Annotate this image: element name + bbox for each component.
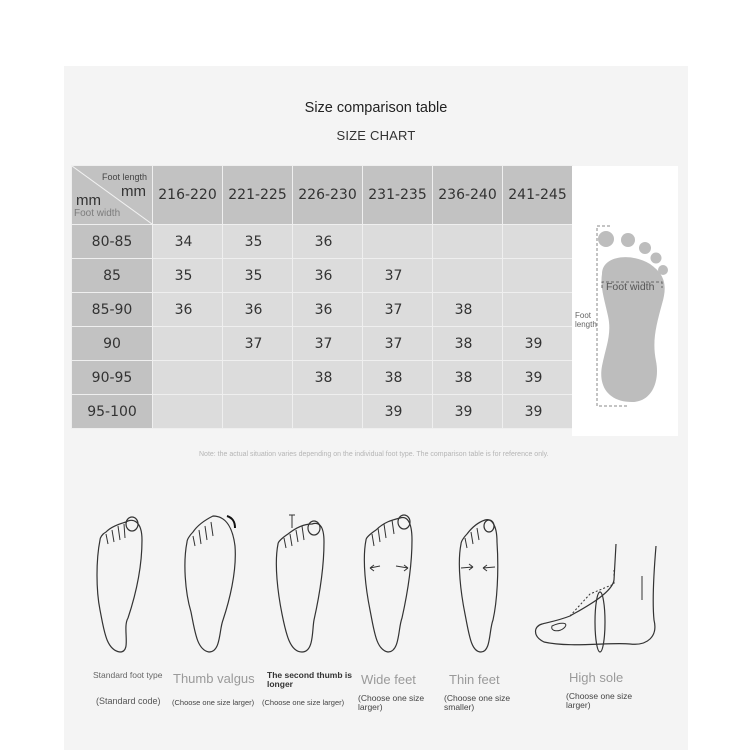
table-corner-cell — [72, 166, 153, 225]
row-header: 80-85 — [72, 225, 153, 259]
foot-type-advice: (Choose one size larger) — [172, 698, 255, 707]
footprint-icon — [572, 166, 678, 436]
column-header: 226-230 — [293, 166, 363, 225]
size-cell: 38 — [293, 361, 363, 395]
table-row — [72, 293, 573, 327]
size-cell — [153, 395, 223, 429]
foot-type-name: High sole — [569, 670, 624, 685]
size-cell — [363, 225, 433, 259]
foot-measurement-diagram — [572, 166, 678, 436]
size-cell: 36 — [153, 293, 223, 327]
foot-type-advice: (Choose one size larger) — [262, 698, 345, 707]
foot-length-axis-label: Foot length — [101, 172, 147, 182]
column-header: 221-225 — [223, 166, 293, 225]
column-header: 241-245 — [503, 166, 573, 225]
table-row — [72, 395, 573, 429]
size-cell — [503, 259, 573, 293]
size-cell: 36 — [293, 293, 363, 327]
column-header: 216-220 — [153, 166, 223, 225]
size-cell — [293, 395, 363, 429]
size-cell — [153, 327, 223, 361]
size-cell: 37 — [363, 327, 433, 361]
row-header: 85 — [72, 259, 153, 293]
size-cell: 39 — [503, 361, 573, 395]
thin-feet-icon — [455, 510, 511, 656]
size-cell: 39 — [503, 327, 573, 361]
size-cell: 39 — [433, 395, 503, 429]
size-cell: 38 — [433, 361, 503, 395]
table-row — [72, 327, 573, 361]
size-cell: 39 — [363, 395, 433, 429]
standard-foot-icon — [92, 510, 148, 656]
size-table — [71, 165, 573, 429]
foot-type-name: The second thumb is longer — [267, 670, 353, 689]
row-header: 95-100 — [72, 395, 153, 429]
foot-width-label: Foot width — [606, 281, 655, 293]
foot-type-advice: (Choose one size larger) — [566, 691, 633, 710]
second-toe-longer-foot-icon — [274, 510, 330, 656]
size-cell: 39 — [503, 395, 573, 429]
foot-type-name: Wide feet — [361, 672, 416, 687]
size-cell: 38 — [363, 361, 433, 395]
reference-note: Note: the actual situation varies depending on the individual foot type. The comparison table is for reference only. — [199, 451, 549, 458]
foot-type-name: Thumb valgus — [173, 671, 255, 686]
table-row — [72, 259, 573, 293]
row-header: 85-90 — [72, 293, 153, 327]
size-cell — [503, 293, 573, 327]
size-cell: 38 — [433, 293, 503, 327]
size-cell — [153, 361, 223, 395]
column-header: 231-235 — [363, 166, 433, 225]
foot-width-unit: mm — [76, 192, 101, 209]
size-cell: 35 — [153, 259, 223, 293]
size-cell — [223, 395, 293, 429]
size-cell: 37 — [363, 293, 433, 327]
size-cell: 36 — [293, 225, 363, 259]
page-subtitle: SIZE CHART — [336, 128, 416, 143]
foot-length-label: Foot length — [575, 311, 597, 329]
high-sole-foot-icon — [530, 510, 660, 656]
size-cell: 37 — [363, 259, 433, 293]
wide-feet-icon — [362, 510, 418, 656]
foot-type-advice: (Standard code) — [96, 696, 161, 706]
foot-width-axis-label: Foot width — [74, 208, 121, 219]
foot-type-name: Standard foot type — [93, 670, 163, 680]
table-row — [72, 225, 573, 259]
size-cell: 36 — [293, 259, 363, 293]
size-cell: 34 — [153, 225, 223, 259]
thumb-valgus-foot-icon — [183, 510, 243, 656]
row-header: 90 — [72, 327, 153, 361]
row-header: 90-95 — [72, 361, 153, 395]
page-title: Size comparison table — [304, 100, 448, 116]
size-cell: 37 — [223, 327, 293, 361]
size-cell — [433, 225, 503, 259]
table-row — [72, 361, 573, 395]
size-cell: 37 — [293, 327, 363, 361]
size-cell — [503, 225, 573, 259]
table-header-row — [72, 166, 573, 225]
size-cell — [223, 361, 293, 395]
foot-type-advice: (Choose one size larger) — [358, 693, 425, 712]
size-cell — [433, 259, 503, 293]
size-cell: 35 — [223, 259, 293, 293]
foot-length-unit: mm — [121, 183, 146, 200]
column-header: 236-240 — [433, 166, 503, 225]
size-cell: 36 — [223, 293, 293, 327]
foot-type-advice: (Choose one size smaller) — [444, 693, 511, 712]
size-cell: 38 — [433, 327, 503, 361]
foot-type-name: Thin feet — [449, 672, 500, 687]
size-cell: 35 — [223, 225, 293, 259]
